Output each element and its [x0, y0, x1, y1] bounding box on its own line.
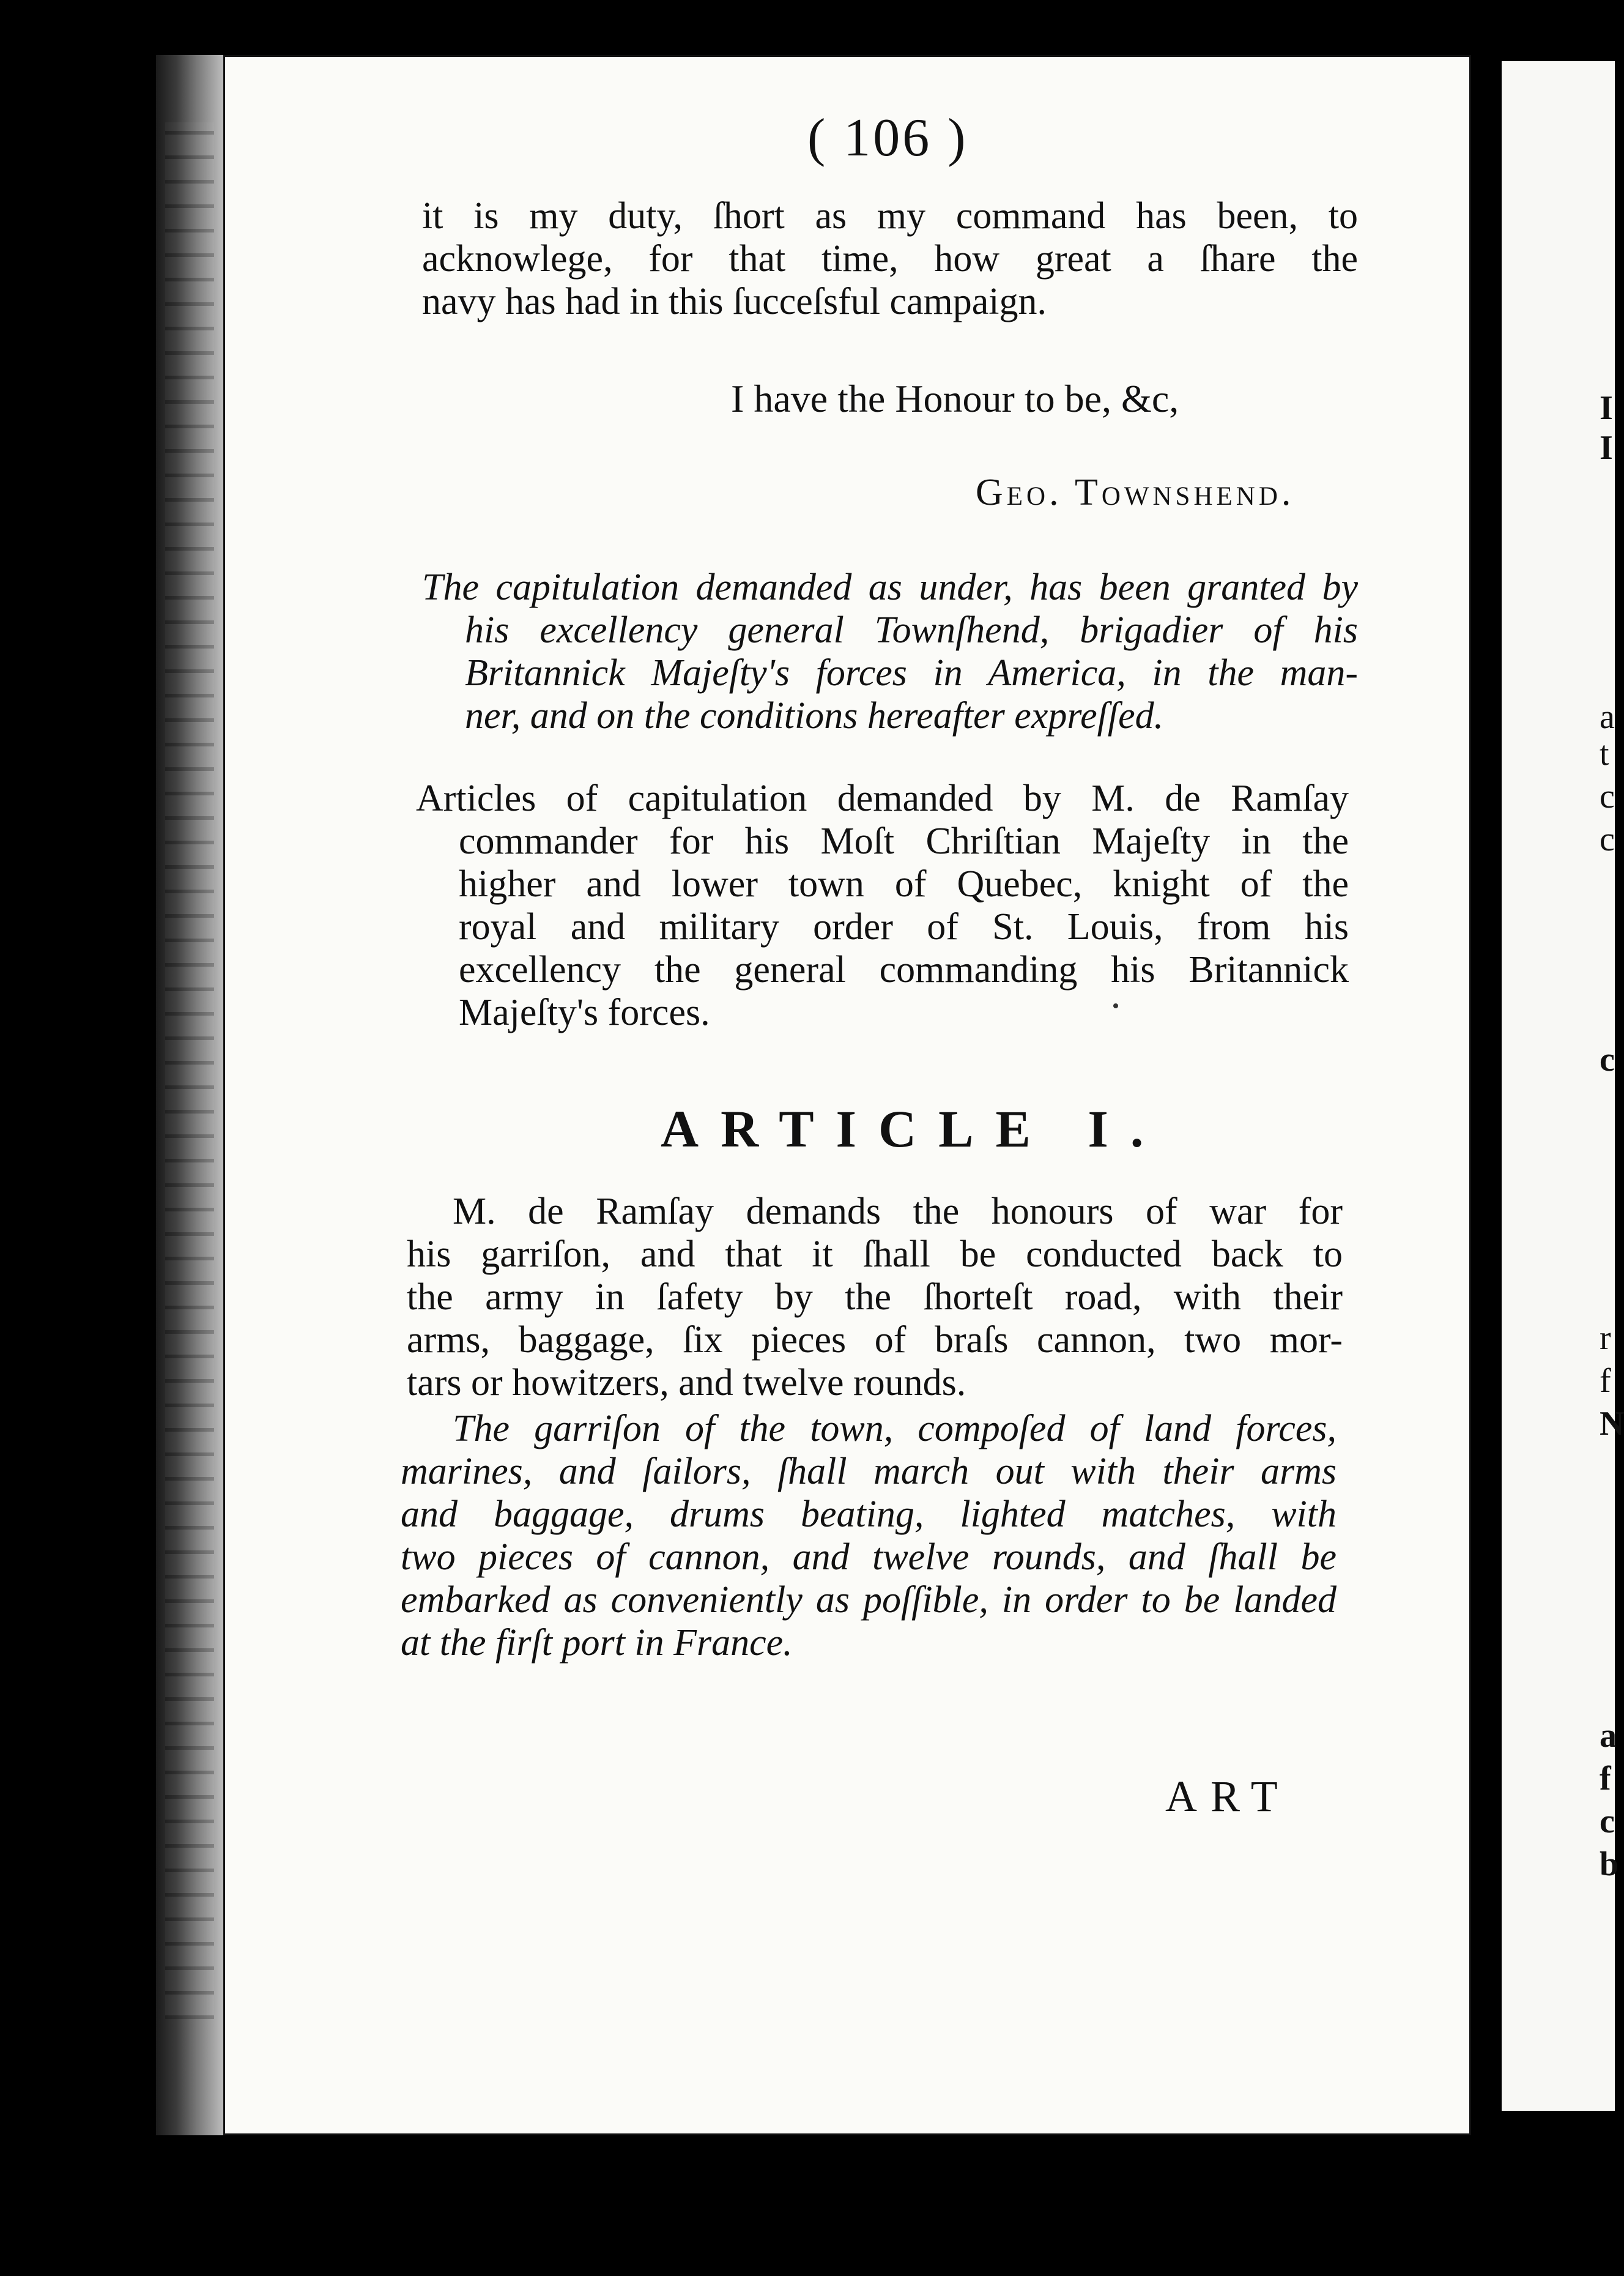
paragraph-line: and baggage, drums beating, lighted matches, with: [401, 1493, 1337, 1535]
facing-page-fragment: c: [1600, 1802, 1615, 1840]
facing-page-fragment: I: [1600, 389, 1613, 427]
paragraph-line: marines, and ſailors, ſhall march out with their arms: [401, 1451, 1337, 1492]
paragraph-line: embarked as conveniently as poſſible, in order to be landed: [401, 1579, 1337, 1621]
paragraph-line: it is my duty, ſhort as my command has been, to: [422, 195, 1358, 237]
paragraph-line: at the firſt port in France.: [401, 1622, 793, 1664]
facing-page-fragment: f: [1600, 1760, 1611, 1798]
capitulation-intro: [422, 566, 1358, 737]
facing-page-fragment: a: [1600, 1717, 1617, 1755]
paragraph-line: commander for his Moſt Chriſtian Majeſty in the: [459, 820, 1349, 862]
paragraph-line: navy has had in this ſucceſsful campaign.: [422, 281, 1047, 322]
facing-page-fragment: a: [1600, 698, 1615, 736]
paragraph-line: acknowlege, for that time, how great a ſhare the: [422, 238, 1358, 280]
page-number: ( 106 ): [807, 108, 968, 168]
paragraph-line: Majeſty's forces.: [459, 992, 710, 1033]
ink-speck: [1113, 1003, 1118, 1008]
article-heading: ARTICLE I.: [661, 1099, 1166, 1158]
paragraph-line: The capitulation demanded as under, has been granted by: [422, 567, 1358, 608]
paragraph-line: excellency the general commanding his Britannick: [459, 949, 1349, 991]
opening-paragraph: [422, 195, 1358, 323]
gutter-shading: [165, 122, 214, 2019]
facing-page-fragment: c: [1600, 820, 1615, 858]
paragraph-line: higher and lower town of Quebec, knight of the: [459, 863, 1349, 905]
facing-page-fragment: t: [1600, 735, 1609, 773]
paragraph-line: royal and military order of St. Louis, from his: [459, 906, 1349, 948]
facing-page-fragment: r: [1600, 1319, 1611, 1357]
paragraph-line: arms, baggage, ſix pieces of braſs cannon, two mor-: [407, 1319, 1343, 1361]
paragraph-line: the army in ſafety by the ſhorteſt road, with their: [407, 1276, 1343, 1318]
paragraph-line: two pieces of cannon, and twelve rounds, and ſhall be: [401, 1536, 1337, 1578]
paragraph-line: Articles of capitulation demanded by M. de Ramſay: [416, 778, 1349, 819]
demand-paragraph: [407, 1190, 1343, 1404]
paragraph-line: M. de Ramſay demands the honours of war for: [453, 1191, 1343, 1232]
facing-page-fragment: c: [1600, 1041, 1615, 1079]
closing-salutation: I have the Honour to be, &c,: [731, 377, 1179, 420]
articles-preamble: [416, 777, 1349, 1034]
paragraph-line: ner, and on the conditions hereafter expreſſed.: [465, 695, 1164, 737]
facing-page-fragment: I: [1600, 429, 1613, 467]
paragraph-line: tars or howitzers, and twelve rounds.: [407, 1362, 966, 1404]
paragraph-line: his excellency general Townſhend, brigadier of his: [465, 609, 1358, 651]
answer-paragraph: [401, 1407, 1337, 1664]
signature: Geo. Townshend.: [976, 472, 1295, 513]
book-page: [223, 55, 1471, 2135]
paragraph-line: his garriſon, and that it ſhall be conducted back to: [407, 1233, 1343, 1275]
paragraph-line: Britannick Majeſty's forces in America, in the man-: [465, 652, 1358, 694]
facing-page-fragment: f: [1600, 1362, 1611, 1400]
facing-page-fragment: N: [1600, 1405, 1624, 1443]
catchword: ART: [1165, 1772, 1291, 1821]
paragraph-line: The garriſon of the town, compoſed of land forces,: [453, 1408, 1337, 1449]
facing-page-edge: [1502, 61, 1624, 2111]
facing-page-fragment: c: [1600, 778, 1615, 816]
facing-page-fragment: b: [1600, 1845, 1619, 1883]
